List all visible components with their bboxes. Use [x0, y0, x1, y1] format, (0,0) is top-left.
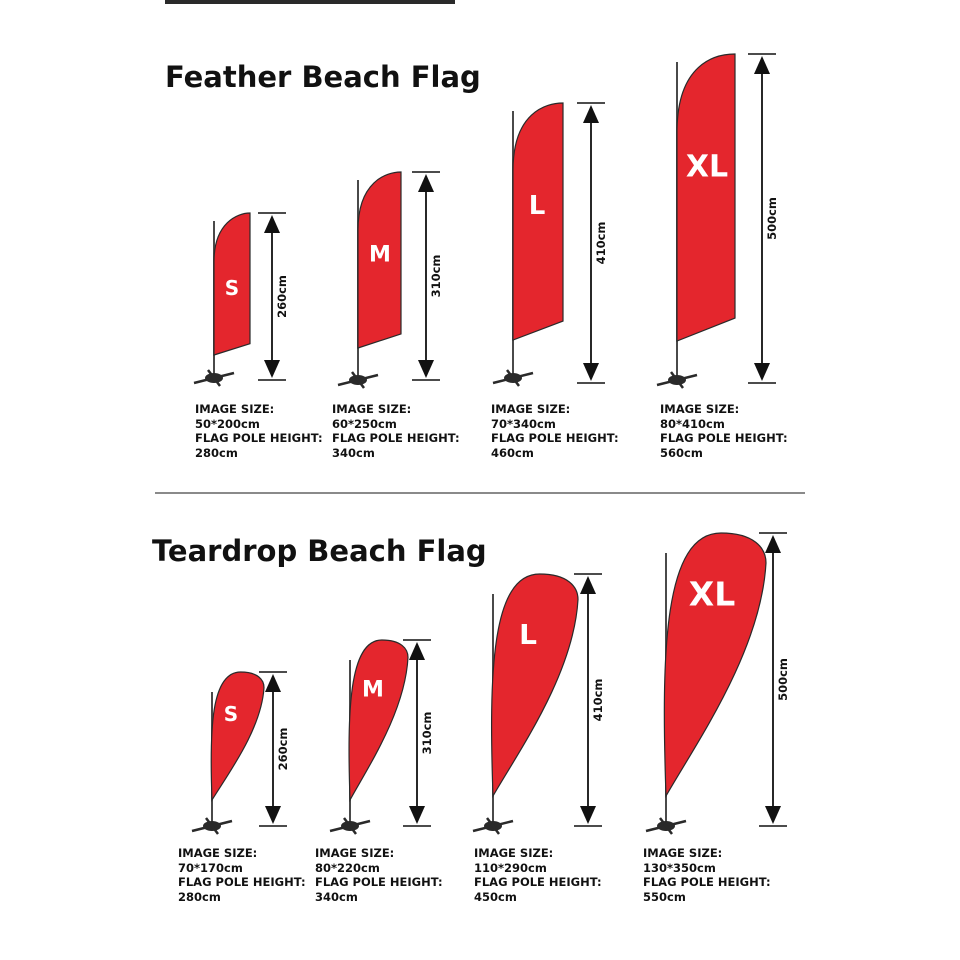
- pole-height-caption: FLAG POLE HEIGHT:: [195, 431, 323, 445]
- image-size-caption: IMAGE SIZE:: [491, 402, 571, 416]
- flag-size-label: XL: [688, 574, 736, 614]
- image-size-caption: IMAGE SIZE:: [178, 846, 258, 860]
- image-size-caption: IMAGE SIZE:: [660, 402, 740, 416]
- pole-height-caption: FLAG POLE HEIGHT:: [643, 875, 771, 889]
- flag-spec-block: [643, 846, 771, 904]
- height-label: 310cm: [429, 254, 443, 298]
- flag-size-label: L: [519, 617, 537, 651]
- height-label: 260cm: [276, 727, 290, 771]
- pole-height-value: 280cm: [195, 445, 238, 460]
- height-label: 500cm: [776, 658, 790, 701]
- image-size-value: 70*170cm: [178, 860, 243, 875]
- pole-height-caption: FLAG POLE HEIGHT:: [332, 431, 460, 445]
- image-size-value: 80*410cm: [660, 416, 725, 431]
- pole-height-value: 280cm: [178, 889, 221, 904]
- pole-height-value: 550cm: [643, 889, 686, 904]
- pole-height-caption: FLAG POLE HEIGHT:: [315, 875, 443, 889]
- image-size-caption: IMAGE SIZE:: [474, 846, 554, 860]
- height-label: 260cm: [275, 275, 289, 318]
- pole-height-value: 450cm: [474, 889, 517, 904]
- image-size-caption: IMAGE SIZE:: [332, 402, 412, 416]
- image-size-value: 70*340cm: [491, 416, 556, 431]
- flag-size-label: M: [369, 242, 391, 268]
- pole-height-value: 560cm: [660, 445, 703, 460]
- pole-height-caption: FLAG POLE HEIGHT:: [660, 431, 788, 445]
- flag-size-label: S: [223, 702, 239, 726]
- teardrop-section-title: Teardrop Beach Flag: [152, 534, 487, 568]
- feather-section-title: Feather Beach Flag: [165, 60, 481, 94]
- image-size-value: 110*290cm: [474, 860, 547, 875]
- pole-height-value: 340cm: [315, 889, 358, 904]
- pole-height-value: 460cm: [491, 445, 534, 460]
- height-label: 310cm: [420, 711, 434, 755]
- image-size-value: 130*350cm: [643, 860, 716, 875]
- image-size-caption: IMAGE SIZE:: [195, 402, 275, 416]
- height-label: 410cm: [591, 678, 605, 722]
- pole-height-value: 340cm: [332, 445, 375, 460]
- pole-height-caption: FLAG POLE HEIGHT:: [178, 875, 306, 889]
- height-label: 410cm: [594, 221, 608, 265]
- flag-size-label: M: [362, 677, 384, 703]
- height-label: 500cm: [765, 197, 779, 240]
- flag-size-label: S: [224, 276, 240, 300]
- flag-cloth: [664, 533, 766, 796]
- flag-size-label: L: [528, 191, 546, 222]
- image-size-value: 50*200cm: [195, 416, 260, 431]
- image-size-caption: IMAGE SIZE:: [643, 846, 723, 860]
- flag-size-label: XL: [685, 149, 729, 185]
- image-size-caption: IMAGE SIZE:: [315, 846, 395, 860]
- pole-height-caption: FLAG POLE HEIGHT:: [491, 431, 619, 445]
- image-size-value: 80*220cm: [315, 860, 380, 875]
- image-size-value: 60*250cm: [332, 416, 397, 431]
- pole-height-caption: FLAG POLE HEIGHT:: [474, 875, 602, 889]
